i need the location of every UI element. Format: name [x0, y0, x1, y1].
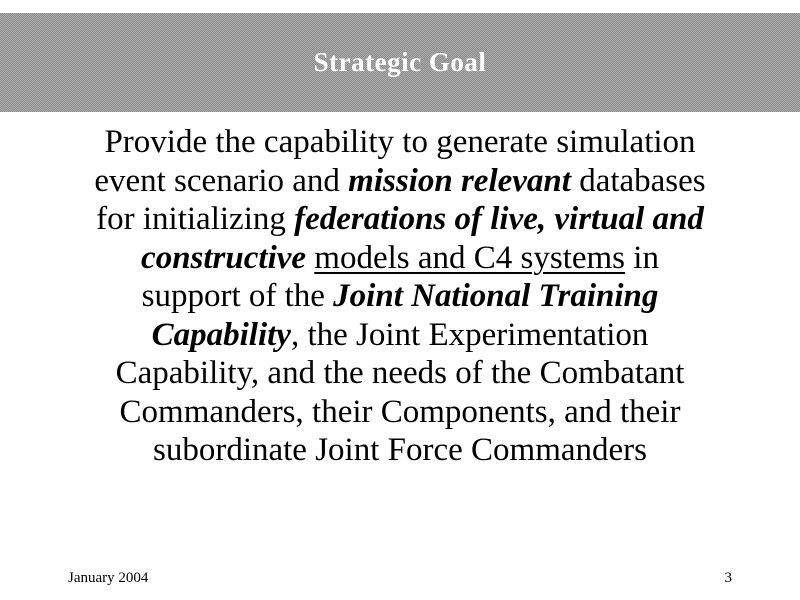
- text-run-bolditalic: constructive: [141, 239, 307, 276]
- text-run-regular: for initializing: [96, 201, 295, 237]
- body-text-line: [30, 393, 770, 432]
- text-run-bolditalic: Joint National Training: [333, 278, 659, 314]
- text-run-regular: , the Joint Experimentation: [290, 316, 649, 353]
- text-run-regular: subordinate Joint Force Commanders: [152, 432, 647, 468]
- text-run-regular: event scenario and: [94, 162, 349, 199]
- text-run-regular: Provide the capability to generate simulation: [104, 124, 696, 160]
- text-run-regular: Capability, and the needs of the Combatant: [115, 355, 685, 391]
- text-run-underline: models and C4 systems: [314, 239, 626, 276]
- footer-date: January 2004: [68, 570, 149, 586]
- page-number: 3: [724, 570, 732, 586]
- text-run-regular: in: [625, 239, 659, 276]
- body-text-line: [30, 431, 770, 470]
- body-text-line: [30, 354, 770, 393]
- text-run-bolditalic: Capability: [151, 316, 291, 353]
- text-run-regular: databases: [570, 162, 706, 199]
- title-band: [0, 13, 800, 112]
- body-text-line: [30, 316, 770, 355]
- body-text-line: [30, 123, 770, 162]
- body-text-block: [30, 123, 770, 470]
- body-text-line: [30, 162, 770, 201]
- body-text-line: [30, 200, 770, 239]
- text-run-bolditalic: mission relevant: [348, 162, 571, 199]
- slide-title: Strategic Goal: [313, 47, 487, 77]
- text-run-regular: support of the: [141, 278, 334, 314]
- text-run-bolditalic: federations of live, virtual and: [294, 201, 704, 237]
- body-text-line: [30, 277, 770, 316]
- body-text-line: [30, 239, 770, 278]
- text-run-regular: Commanders, their Components, and their: [119, 393, 681, 430]
